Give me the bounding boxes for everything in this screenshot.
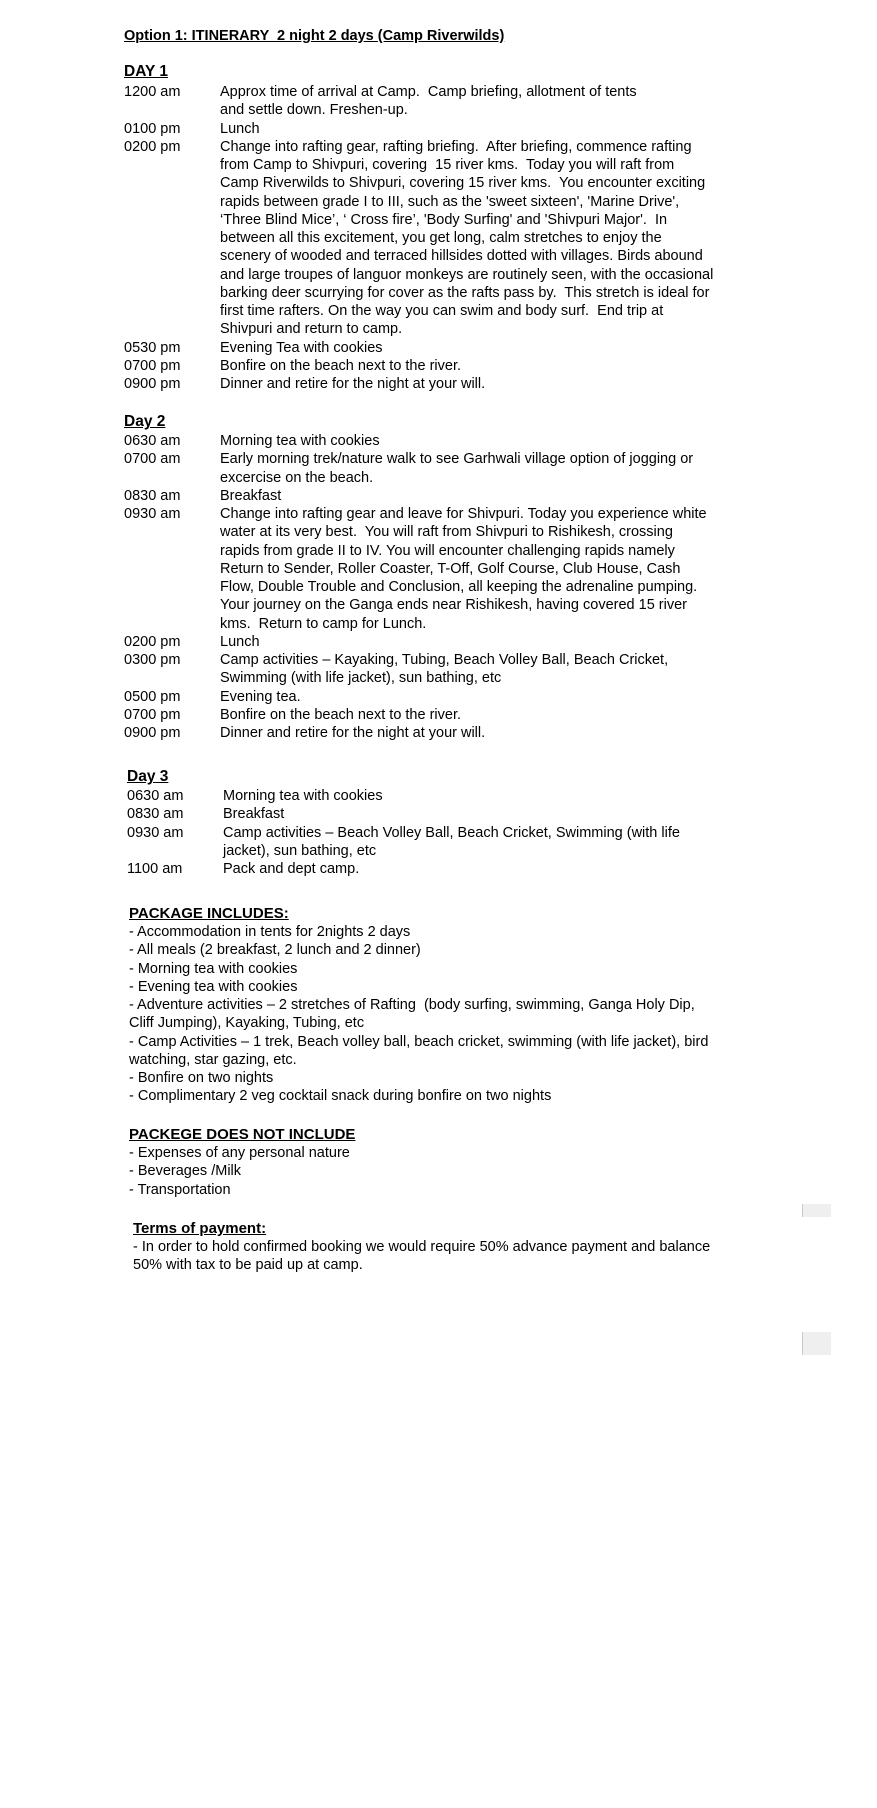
entry-description bbox=[220, 339, 383, 357]
entry-time: 0700 am bbox=[124, 451, 181, 468]
entry-time: 0630 am bbox=[124, 433, 181, 449]
description-line: Breakfast bbox=[220, 487, 282, 504]
entry-time: 0700 pm bbox=[124, 706, 181, 723]
entry-description bbox=[220, 357, 461, 375]
description-line: Pack and dept camp. bbox=[223, 861, 360, 877]
entry-description bbox=[220, 688, 301, 706]
entry-description bbox=[223, 860, 359, 878]
description-line: water at its very best. You will raft from Shivpuri to Rishikesh, crossing bbox=[220, 524, 673, 541]
list-item: - Accommodation in tents for 2nights 2 days bbox=[129, 924, 411, 940]
entry-time: 0700 pm bbox=[124, 357, 181, 374]
description-line: Lunch bbox=[220, 120, 260, 137]
list-item: - Expenses of any personal nature bbox=[129, 1145, 350, 1161]
entry-time: 1200 am bbox=[124, 84, 181, 100]
entry-time: 1100 am bbox=[127, 861, 183, 877]
entry-time: 0500 pm bbox=[124, 688, 181, 705]
entry-time: 0300 pm bbox=[124, 652, 181, 668]
day-heading: Day 3 bbox=[127, 768, 169, 785]
description-line: Lunch bbox=[220, 633, 260, 650]
list-item: - Bonfire on two nights bbox=[129, 1070, 274, 1086]
entry-description bbox=[220, 487, 281, 505]
description-line: first time rafters. On the way you can swim and body surf. End trip at bbox=[220, 303, 664, 319]
section-heading: Terms of payment: bbox=[133, 1220, 267, 1237]
document-title: Option 1: ITINERARY 2 night 2 days (Camp Riverwilds) bbox=[124, 28, 505, 44]
comment-marker bbox=[802, 1332, 831, 1355]
entry-description bbox=[220, 450, 693, 487]
list-item: - Complimentary 2 veg cocktail snack during bonfire on two nights bbox=[129, 1088, 552, 1105]
description-line: Bonfire on the beach next to the river. bbox=[220, 706, 462, 723]
day-heading: Day 2 bbox=[124, 413, 166, 430]
description-line: Bonfire on the beach next to the river. bbox=[220, 357, 462, 374]
entry-time: 0900 pm bbox=[124, 376, 181, 392]
entry-description bbox=[223, 787, 383, 805]
entry-description bbox=[220, 706, 461, 724]
entry-description bbox=[223, 824, 680, 861]
description-line: and settle down. Freshen-up. bbox=[220, 102, 408, 119]
entry-description bbox=[220, 138, 713, 339]
entry-description bbox=[220, 432, 380, 450]
entry-description bbox=[220, 505, 707, 633]
description-line: Flow, Double Trouble and Conclusion, all keeping the adrenaline pumping. bbox=[220, 579, 698, 595]
terms-line: - In order to hold confirmed booking we would require 50% advance payment and balance bbox=[133, 1239, 711, 1255]
description-line: excercise on the beach. bbox=[220, 469, 374, 486]
entry-description bbox=[220, 724, 485, 742]
description-line: jacket), sun bathing, etc bbox=[223, 842, 377, 859]
description-line: Breakfast bbox=[223, 806, 285, 823]
entry-description bbox=[223, 805, 284, 823]
entry-time: 0830 am bbox=[127, 806, 184, 823]
description-line: from Camp to Shivpuri, covering 15 river kms. Today you will raft from bbox=[220, 157, 675, 173]
list-item: - Morning tea with cookies bbox=[129, 960, 298, 977]
description-line: Morning tea with cookies bbox=[220, 433, 380, 449]
entry-time: 0930 am bbox=[127, 824, 184, 841]
entry-time: 0200 pm bbox=[124, 633, 181, 650]
entry-description bbox=[220, 120, 260, 138]
list-item: - Evening tea with cookies bbox=[129, 978, 298, 995]
entry-description bbox=[220, 83, 637, 120]
description-line: between all this excitement, you get long, calm stretches to enjoy the bbox=[220, 230, 662, 246]
description-line: Morning tea with cookies bbox=[223, 788, 383, 804]
entry-time: 0830 am bbox=[124, 487, 181, 504]
description-line: scenery of wooded and terraced hillsides dotted with villages. Birds abound bbox=[220, 248, 703, 265]
description-line: kms. Return to camp for Lunch. bbox=[220, 615, 427, 632]
description-line: Camp activities – Beach Volley Ball, Beach Cricket, Swimming (with life bbox=[223, 824, 680, 841]
list-item: - All meals (2 breakfast, 2 lunch and 2 dinner) bbox=[129, 942, 421, 959]
list-item: - Transportation bbox=[129, 1181, 231, 1198]
description-line: Camp activities – Kayaking, Tubing, Beach Volley Ball, Beach Cricket, bbox=[220, 652, 669, 668]
description-line: Camp Riverwilds to Shivpuri, covering 15 river kms. You encounter exciting bbox=[220, 175, 706, 192]
terms-line: 50% with tax to be paid up at camp. bbox=[133, 1257, 363, 1274]
section-heading: PACKEGE DOES NOT INCLUDE bbox=[129, 1126, 356, 1143]
description-line: Evening Tea with cookies bbox=[220, 339, 383, 356]
entry-time: 0900 pm bbox=[124, 725, 181, 741]
list-item: Cliff Jumping), Kayaking, Tubing, etc bbox=[129, 1015, 365, 1032]
description-line: Your journey on the Ganga ends near Rishikesh, having covered 15 river bbox=[220, 597, 687, 614]
description-line: Change into rafting gear and leave for Shivpuri. Today you experience white bbox=[220, 506, 707, 522]
entry-time: 0100 pm bbox=[124, 120, 181, 137]
section-heading: PACKAGE INCLUDES: bbox=[129, 905, 289, 922]
list-item: watching, star gazing, etc. bbox=[129, 1051, 297, 1068]
entry-time: 0630 am bbox=[127, 788, 184, 804]
list-item: - Beverages /Milk bbox=[129, 1163, 242, 1180]
entry-time: 0930 am bbox=[124, 506, 181, 522]
description-line: rapids between grade I to III, such as the 'sweet sixteen', 'Marine Drive', bbox=[220, 193, 680, 210]
description-line: Shivpuri and return to camp. bbox=[220, 321, 403, 338]
entry-time: 0200 pm bbox=[124, 138, 181, 155]
day-heading: DAY 1 bbox=[124, 63, 168, 80]
entry-description bbox=[220, 651, 668, 688]
comment-marker bbox=[802, 1204, 831, 1217]
description-line: Return to Sender, Roller Coaster, T-Off, Golf Course, Club House, Cash bbox=[220, 560, 681, 577]
description-line: Early morning trek/nature walk to see Garhwali village option of jogging or bbox=[220, 451, 694, 468]
entry-description bbox=[220, 633, 260, 651]
description-line: rapids from grade II to IV. You will encounter challenging rapids namely bbox=[220, 542, 675, 559]
description-line: Swimming (with life jacket), sun bathing, etc bbox=[220, 670, 502, 687]
description-line: Dinner and retire for the night at your will. bbox=[220, 376, 486, 392]
entry-description bbox=[220, 375, 485, 393]
description-line: Dinner and retire for the night at your will. bbox=[220, 725, 486, 741]
description-line: and large troupes of languor monkeys are routinely seen, with the occasional bbox=[220, 266, 714, 283]
list-item: - Camp Activities – 1 trek, Beach volley ball, beach cricket, swimming (with life jacket), bird bbox=[129, 1033, 709, 1050]
entry-time: 0530 pm bbox=[124, 339, 181, 356]
description-line: Approx time of arrival at Camp. Camp briefing, allotment of tents bbox=[220, 84, 637, 100]
description-line: barking deer scurrying for cover as the rafts pass by. This stretch is ideal for bbox=[220, 284, 710, 301]
description-line: Change into rafting gear, rafting briefing. After briefing, commence rafting bbox=[220, 138, 692, 155]
list-item: - Adventure activities – 2 stretches of Rafting (body surfing, swimming, Ganga Holy Dip, bbox=[129, 997, 695, 1013]
description-line: Evening tea. bbox=[220, 688, 301, 705]
description-line: ‘Three Blind Mice’, ‘ Cross fire’, 'Body Surfing' and 'Shivpuri Major'. In bbox=[220, 211, 668, 228]
